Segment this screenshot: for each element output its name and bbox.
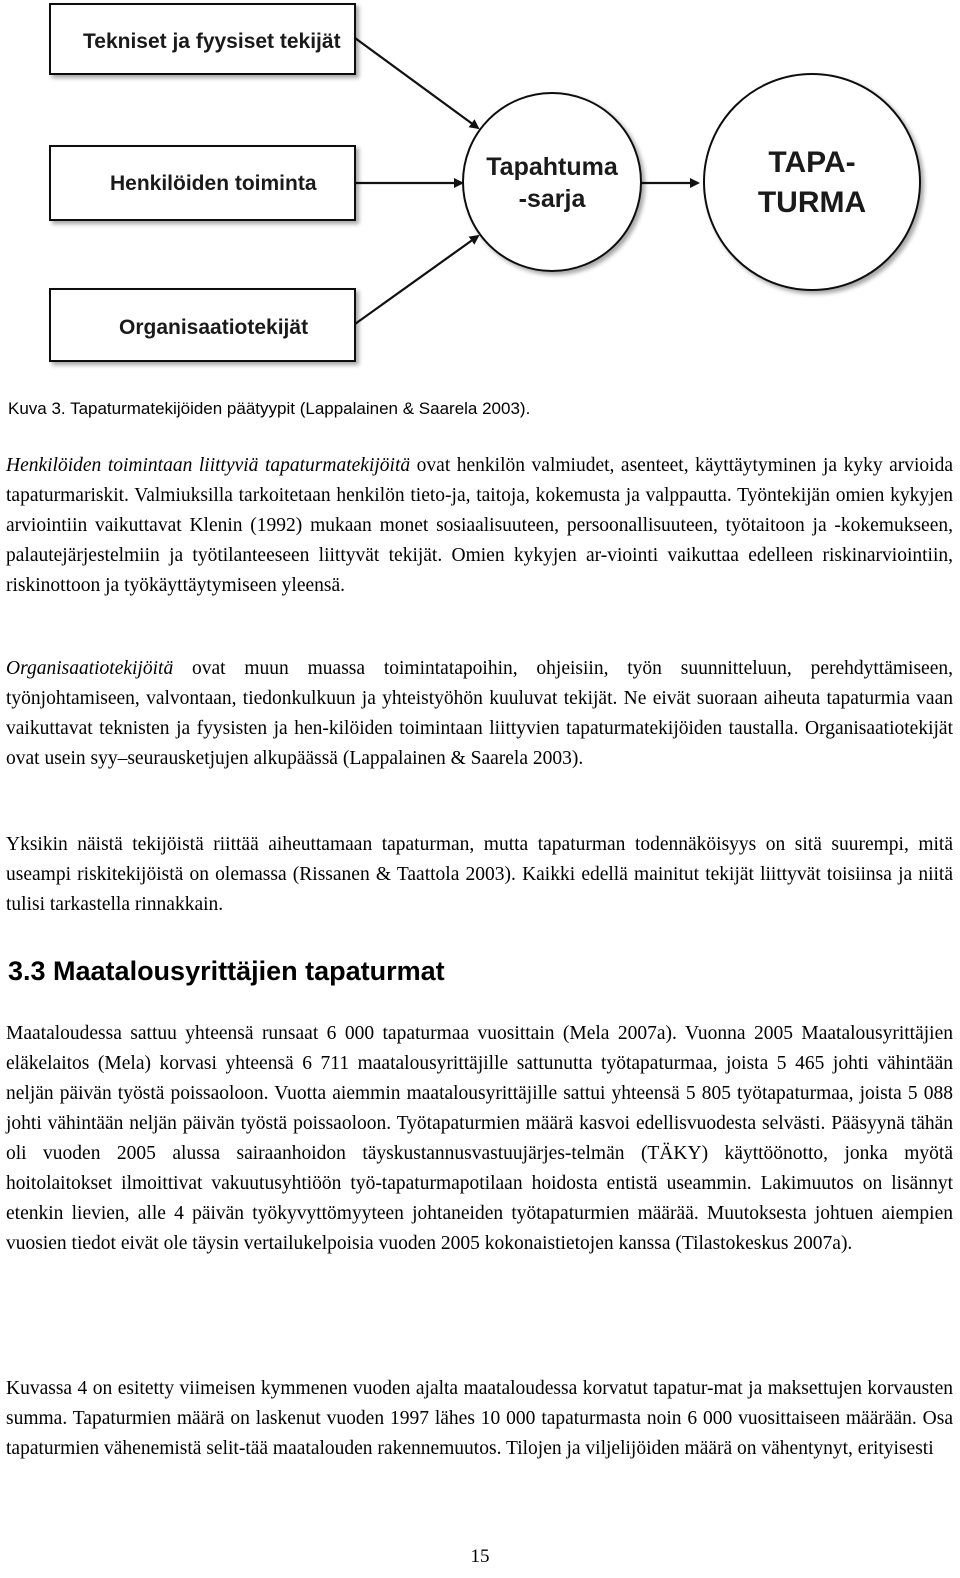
arrow-technical-to-event [355,38,478,128]
accident-line1: TAPA- [768,146,856,179]
page-number: 15 [470,1546,490,1567]
circle-accident [704,74,920,290]
paragraph-human-factors [6,451,953,601]
arrow-organisation-to-event [355,236,478,324]
box-organisation-factors-label: Organisaatiotekijät [119,316,309,339]
event-sequence-line2: -sarja [518,185,586,213]
paragraph-farm-accidents: Maataloudessa sattuu yhteensä runsaat 6 000 tapaturmaa vuosittain (Mela 2007a). Vuonna 2005 Maatalousyrittäjien eläkelaitos (Mela) korvasi yhteensä 6 711 maatalousyrittäjille sattunutta työtapaturmaa, joista 5 465 johti vähintään neljän päivän työstä poissaoloon. Vuotta aiemmin maatalousyrittäjille sattui yhteensä 5 805 työtapaturmaa, joista 5 088 johti vähintään neljän päivän työstä poissaoloon. Työtapaturmien määrä kasvoi edellisvuodesta selvästi. Pääsyynä tähän oli vuoden 2005 alussa sairaanhoidon täyskustannusvastuujärjes-telmän (TÄKY) käyttöönotto, jonka myötä hoitolaitokset ilmoittivat vakuutusyhtiöön työ-tapaturmapotilaan hoidosta entistä useammin. Lakimuutos on lisännyt etenkin lievien, alle 4 päivän työkyvyttömyyteen johtaneiden työtapaturmien määrää. Muutoksesta johtuen aiempien vuosien tiedot eivät ole täysin vertailukelpoisia vuoden 2005 kokonaistietojen kanssa (Tilastokeskus 2007a). [6,1023,953,1254]
box-technical-factors-label: Tekniset ja fyysiset tekijät [83,30,341,53]
accident-factors-diagram [0,0,960,395]
paragraph-organisation-factors-term: Organisaatiotekijöitä [6,658,174,679]
box-human-actions-label: Henkilöiden toiminta [110,172,317,195]
paragraph-organisation-factors-text: ovat muun muassa toimintatapoihin, ohjeisiin, työn suunnitteluun, perehdyttämiseen, työnjohtamiseen, valvontaan, tiedonkulkuun ja yhteistyöhön kuuluvat tekijät. Ne eivät suoraan aiheuta tapaturmia vaan vaikuttavat teknisten ja fyysisten ja hen-kilöiden toimintaan liittyvien tapaturmatekijöiden taustalla. Organisaatiotekijät ovat usein syy–seurausketjujen alkupäässä (Lappalainen & Saarela 2003). [6,658,953,769]
paragraph-organisation-factors [6,654,953,774]
paragraph-human-factors-text: ovat henkilön valmiudet, asenteet, käyttäytyminen ja kyky arvioida tapaturmariskit. Valmiuksilla tarkoitetaan henkilön tieto-ja, taitoja, kokemusta ja valppautta. Työntekijän omien kykyjen arviointiin vaikuttavat Klenin (1992) mukaan monet sosiaalisuuteen, persoonallisuuteen, työtaitoon ja -kokemukseen, palautejärjestelmiin ja työtilanteeseen liittyvät tekijät. Omien kykyjen ar-viointi vaikuttaa edelleen riskinarviointiin, riskinottoon ja työkäyttäytymiseen yleensä. [6,455,953,596]
circle-event-sequence [463,93,641,271]
event-sequence-line1: Tapahtuma [486,153,618,181]
section-heading: 3.3 Maatalousyrittäjien tapaturmat [8,956,445,986]
paragraph-human-factors-term: Henkilöiden toimintaan liittyviä tapaturmatekijöitä [6,455,411,476]
figure-caption: Kuva 3. Tapaturmatekijöiden päätyypit (Lappalainen & Saarela 2003). [8,399,531,418]
paragraph-risk-factors: Yksikin näistä tekijöistä riittää aiheuttamaan tapaturman, mutta tapaturman todennäköisyys on sitä suurempi, mitä useampi riskitekijöistä on olemassa (Rissanen & Taattola 2003). Kaikki edellä mainitut tekijät liittyvät toisiinsa ja niitä tulisi tarkastella rinnakkain. [6,834,953,915]
paragraph-figure-4: Kuvassa 4 on esitetty viimeisen kymmenen vuoden ajalta maataloudessa korvatut tapatur-mat ja maksettujen korvausten summa. Tapaturmien määrä on laskenut vuoden 1997 lähes 10 000 tapaturmasta noin 6 000 vuosittaiseen määrään. Osa tapaturmien vähenemistä selit-tää maatalouden rakennemuutos. Tilojen ja viljelijöiden määrä on vähentynyt, erityisesti [6,1378,953,1459]
accident-line2: TURMA [757,186,867,219]
